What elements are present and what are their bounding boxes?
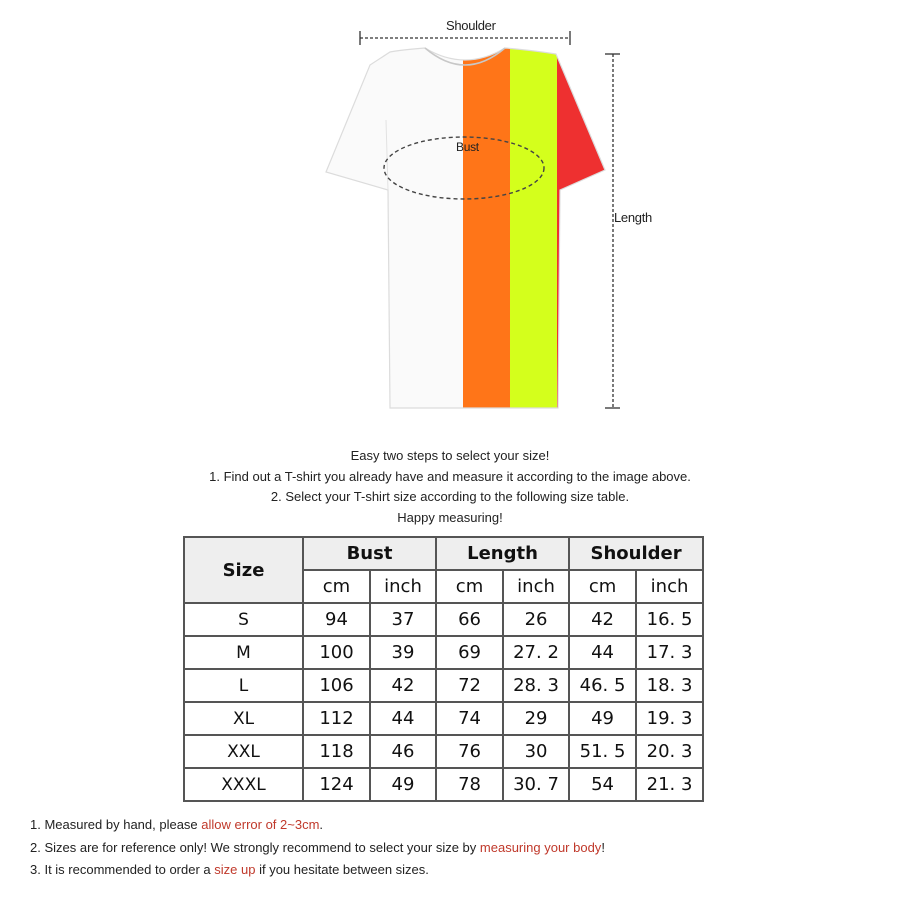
table-cell: 21. 3 (636, 768, 703, 801)
table-cell: 106 (303, 669, 370, 702)
note-highlight: size up (214, 862, 256, 877)
table-cell: 44 (569, 636, 636, 669)
table-cell: 42 (569, 603, 636, 636)
note-text: 1. Measured by hand, please (30, 817, 202, 832)
table-cell: 16. 5 (636, 603, 703, 636)
unit-header: cm (569, 570, 636, 603)
note-text: 2. Sizes are for reference only! We strongly recommend to select your size by (30, 839, 480, 855)
size-cell: XXXL (184, 768, 303, 801)
size-cell: XL (184, 702, 303, 735)
table-cell: 74 (436, 702, 503, 735)
table-cell: 46. 5 (569, 669, 636, 702)
tshirt-diagram (300, 10, 660, 420)
table-cell: 37 (370, 603, 436, 636)
instructions (0, 446, 900, 528)
table-cell: 19. 3 (636, 702, 703, 735)
table-cell: 51. 5 (569, 735, 636, 768)
shirt-panels (300, 10, 617, 420)
table-cell: 30. 7 (503, 768, 569, 801)
table-cell: 49 (370, 768, 436, 801)
table-cell: 54 (569, 768, 636, 801)
table-row (184, 636, 703, 669)
size-cell: XXL (184, 735, 303, 768)
table-row (184, 702, 703, 735)
table-cell: 100 (303, 636, 370, 669)
table-cell: 42 (370, 669, 436, 702)
table-cell: 26 (503, 603, 569, 636)
note-text: if you hesitate between sizes. (255, 862, 429, 877)
size-column-header: Size (184, 537, 303, 603)
bust-label: Bust (456, 140, 479, 154)
shoulder-column-header: Shoulder (569, 537, 703, 570)
table-cell: 72 (436, 669, 503, 702)
unit-header: inch (503, 570, 569, 603)
table-cell: 44 (370, 702, 436, 735)
note-text: 3. It is recommended to order a (30, 862, 215, 877)
note-3 (30, 859, 605, 882)
table-cell: 30 (503, 735, 569, 768)
table-cell: 29 (503, 702, 569, 735)
length-column-header: Length (436, 537, 569, 570)
size-cell: M (184, 636, 303, 669)
table-cell: 118 (303, 735, 370, 768)
table-row (184, 768, 703, 801)
table-cell: 76 (436, 735, 503, 768)
instructions-line-1: Easy two steps to select your size! (350, 448, 550, 463)
size-table (183, 536, 704, 802)
table-row (184, 669, 703, 702)
table-cell: 94 (303, 603, 370, 636)
unit-header: inch (636, 570, 703, 603)
length-label: Length (614, 210, 652, 225)
note-text: . (319, 817, 324, 832)
note-1 (30, 814, 605, 837)
table-group-header-row (184, 537, 703, 570)
table-cell: 66 (436, 603, 503, 636)
table-cell: 20. 3 (636, 735, 703, 768)
table-row (184, 735, 703, 768)
instructions-line-3: 2. Select your T-shirt size according to the following size table. (270, 489, 630, 504)
table-cell: 69 (436, 636, 503, 669)
table-cell: 112 (303, 702, 370, 735)
table-cell: 17. 3 (636, 636, 703, 669)
unit-header: cm (303, 570, 370, 603)
table-cell: 78 (436, 768, 503, 801)
shoulder-label: Shoulder (446, 18, 496, 33)
size-cell: L (184, 669, 303, 702)
table-cell: 27. 2 (503, 636, 569, 669)
instructions-line-4: Happy measuring! (397, 509, 503, 525)
table-cell: 39 (370, 636, 436, 669)
note-highlight: measuring your body (479, 839, 602, 855)
bust-column-header: Bust (303, 537, 436, 570)
note-text: ! (601, 839, 605, 855)
size-cell: S (184, 603, 303, 636)
table-cell: 28. 3 (503, 669, 569, 702)
table-cell: 49 (569, 702, 636, 735)
table-cell: 124 (303, 768, 370, 801)
table-cell: 18. 3 (636, 669, 703, 702)
notes (30, 814, 605, 882)
note-2 (30, 837, 605, 860)
instructions-line-2: 1. Find out a T-shirt you already have and measure it according to the image above. (209, 468, 691, 484)
table-row (184, 603, 703, 636)
note-highlight: allow error of 2~3cm (201, 817, 320, 832)
unit-header: inch (370, 570, 436, 603)
table-cell: 46 (370, 735, 436, 768)
unit-header: cm (436, 570, 503, 603)
tshirt-illustration (300, 10, 660, 420)
